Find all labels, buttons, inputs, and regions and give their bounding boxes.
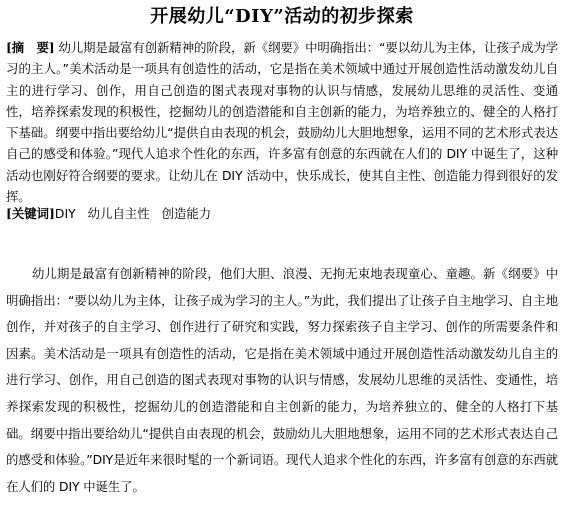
keywords-label: [关键词]: [6, 206, 55, 221]
article-title: 开展幼儿“DIY”活动的初步探索: [150, 6, 414, 27]
body-paragraph: 幼儿期是最富有创新精神的阶段，他们大胆、浪漫、无拘无束地表现童心、童趣。新《纲要》中明确指出：“要以幼儿为主体，让孩子成为学习的主人。”为此，我们提出了让孩子自主地学习、自主地创作，并对孩子的自主学习、创作进行了研究和实践，努力探索孩子自主学习、创作的所需要条件和因素。美术活动是一项具有创造性的活动，它是指在美术领域中通过开展创造性活动激发幼儿自主的进行学习、创作，用自己创造的图式表现对事物的认识与情感，发展幼儿思维的灵活性、变通性，培养探索发现的积极性，挖掘幼儿的创造潜能和自主创新的能力，为培养独立的、健全的人格打下基础。纲要中指出要给幼儿“提供自由表现的机会，鼓励幼儿大胆地想象，运用不同的艺术形式表达自己的感受和体验。”DIY是近年来很时髦的一个新词语。现代人追求个性化的东西，许多富有创意的东西就在人们的 DIY 中诞生了。: [6, 266, 558, 494]
keyword-item: 创造能力: [161, 206, 212, 221]
keyword-item: DIY: [54, 206, 76, 221]
keywords-line: [6, 203, 558, 224]
keyword-item: 幼儿自主性: [87, 206, 150, 221]
abstract-text: 幼儿期是最富有创新精神的阶段，新《纲要》中明确指出：“要以幼儿为主体，让孩子成为学习的主人。”美术活动是一项具有创造性的活动，它是指在美术领域中通过开展创造性活动激发幼儿自主的进行学习、创作，用自己创造的图式表现对事物的认识与情感，发展幼儿思维的灵活性、变通性，培养探索发现的积极性，挖掘幼儿的创造潜能和自主创新的能力，为培养独立的、健全的人格打下基础。纲要中指出要给幼儿“提供自由表现的机会，鼓励幼儿大胆地想象，运用不同的艺术形式表达自己的感受和体验。”现代人追求个性化的东西，许多富有创意的东西就在人们的 DIY 中诞生了，这种活动也刚好符合纲要的要求。让幼儿在 DIY 活动中，快乐成长，使其自主性、创造能力得到很好的发挥。: [6, 40, 558, 205]
abstract-paragraph: [6, 37, 558, 207]
abstract-label: [摘 要]: [6, 40, 55, 55]
